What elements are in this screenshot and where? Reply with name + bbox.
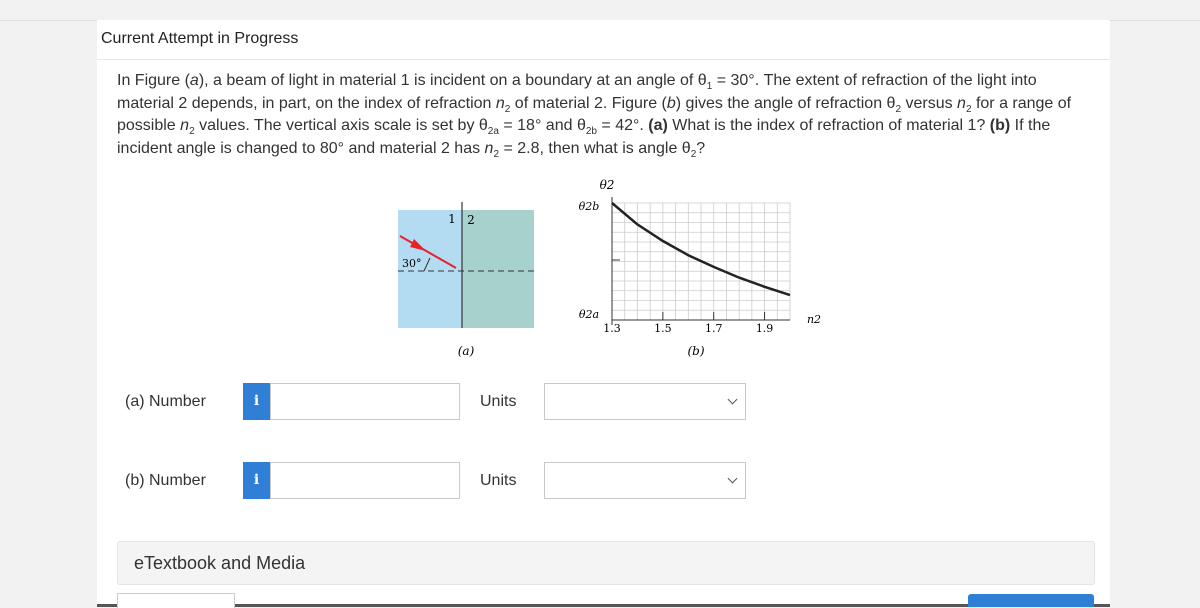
bottom-left-button[interactable] [117,593,235,608]
x-axis-title: n2 [806,313,822,326]
etextbook-media-button[interactable] [117,541,1095,585]
bottom-right-button[interactable] [968,594,1094,607]
units-a-label: Units [480,393,517,410]
question-text: In Figure (a), a beam of light in material 1 is incident on a boundary at an angle of $\theta_1 = 30^\circ$. The extent of refraction of the light into material 2 depends, in part, on the index of refraction $n_2$ of material 2. Figure (b) gives the angle of refraction $\theta_2$ versus $n_2$ for a range of possible $n_2$ values. The vertical axis scale is set by $\theta_{2a} = 18^\circ$ and $\theta_{2b} = 42^\circ$. (a) What is the index of refraction of material 1? (b) If the incident angle is changed to 80° and material 2 has $n_2 = 2.8$, then what is angle $\theta_2$? [117,72,1072,160]
answer-b-label: (b) Number [125,472,206,489]
figure-a-caption: (a) [457,344,475,358]
units-b-select[interactable] [544,462,746,499]
x-tick-label: 1.7 [704,322,723,335]
units-b-label: Units [480,472,517,489]
etextbook-label: eTextbook and Media [134,553,306,573]
answer-row-a [117,383,757,421]
material-1-label: 1 [448,212,456,226]
x-tick-label: 1.5 [654,322,672,335]
material-2-label: 2 [467,213,475,227]
figure-b [579,178,821,358]
y-label-theta2a: θ2a [578,308,600,321]
info-icon[interactable]: i [243,383,270,420]
figure-a [398,202,534,358]
page-title: Current Attempt in Progress [101,30,299,47]
chevron-down-icon [728,474,738,484]
x-tick-label: 1.9 [755,322,774,335]
chevron-down-icon [728,395,738,405]
x-tick-label: 1.3 [603,322,621,335]
answer-a-label: (a) Number [125,393,206,410]
header-divider [97,59,1110,60]
y-axis-title: θ2 [599,178,615,192]
incident-angle-label: 30° [402,257,422,270]
y-label-theta2b: θ2b [578,200,600,213]
units-a-select[interactable] [544,383,746,420]
figure [380,175,840,365]
material-2-region [462,210,534,328]
figure-b-caption: (b) [687,344,705,358]
answer-b-number-input[interactable] [270,462,460,499]
info-icon[interactable]: i [243,462,270,499]
answer-a-number-input[interactable] [270,383,460,420]
answer-row-b [117,462,757,500]
